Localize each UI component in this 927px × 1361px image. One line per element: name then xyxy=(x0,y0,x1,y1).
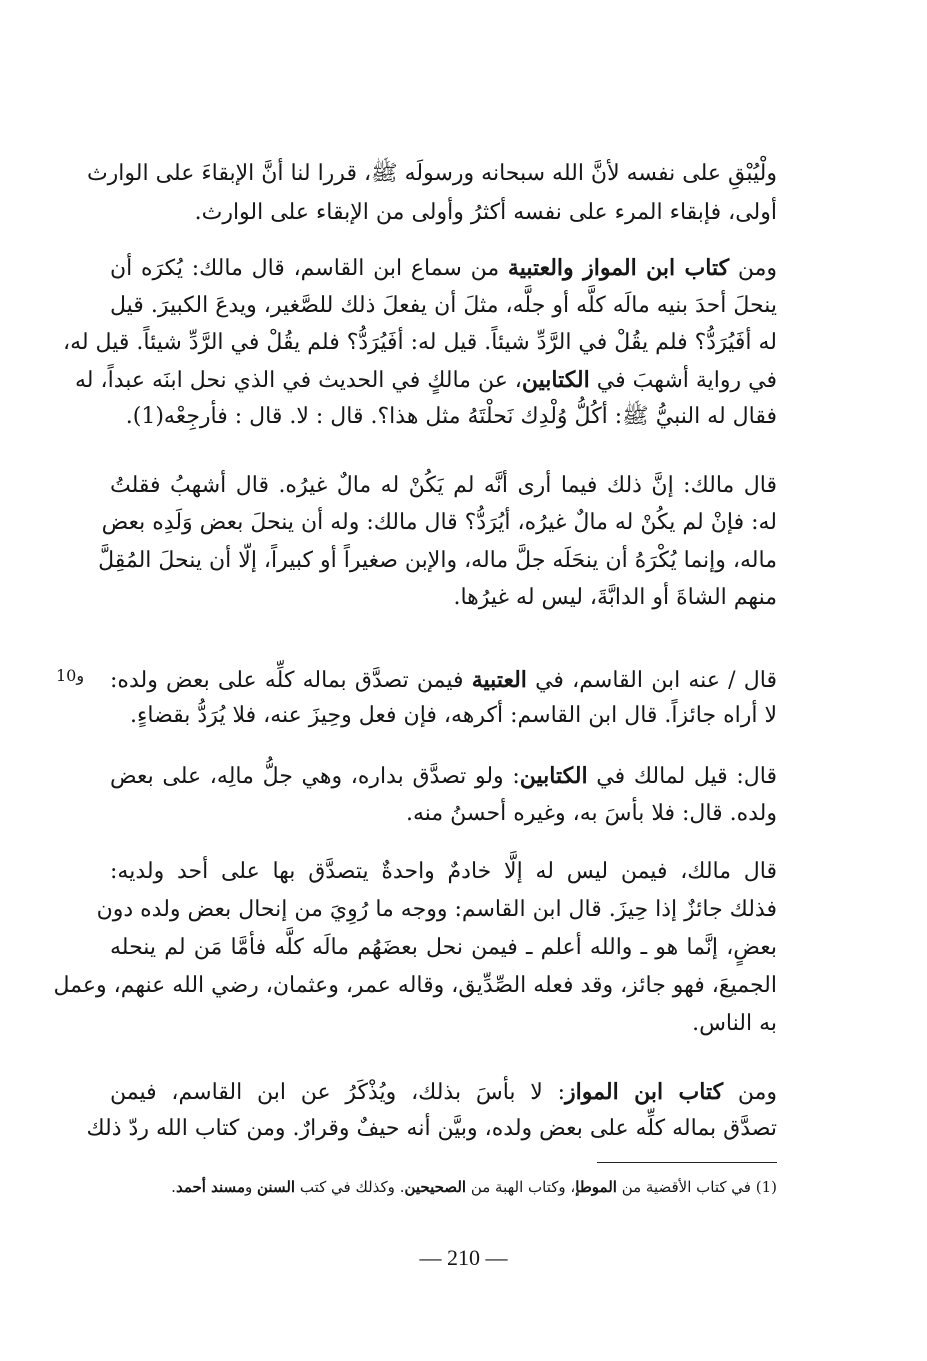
text-run: : لا بأسَ بذلك، ويُذْكَرُ عن ابن القاسم، فيمن xyxy=(110,1080,566,1105)
text-line xyxy=(110,1075,777,1109)
text-line xyxy=(86,157,777,191)
bold-book-title: العتبية xyxy=(471,667,527,693)
text-run: به الناس. xyxy=(692,1011,777,1036)
text-line xyxy=(75,363,777,397)
text-run: ولده. قال: فلا بأسَ به، وغيره أحسنُ منه. xyxy=(405,801,777,826)
footnote xyxy=(110,1174,777,1200)
text-run: في رواية أشهبَ في xyxy=(589,368,777,393)
text-line xyxy=(53,969,777,1003)
text-run: الجميعَ، فهو جائز، وقد فعله الصِّدِّيق، وقاله عمر، وعثمان، رضي الله عنهم، وعمل xyxy=(53,973,777,998)
text-line xyxy=(110,699,777,733)
text-line xyxy=(110,251,777,285)
text-line xyxy=(98,544,777,578)
text-line xyxy=(110,663,777,697)
text-run: ومن xyxy=(723,1080,778,1105)
footnote-text: ، وكتاب الهبة من xyxy=(466,1178,576,1196)
text-run: ومن xyxy=(729,256,777,281)
bold-book-title: الكتابين xyxy=(519,763,588,789)
footnote-source-title: مسند أحمد xyxy=(175,1178,245,1196)
footnote-text: (1) في كتاب الأقضية من xyxy=(616,1178,777,1196)
text-line xyxy=(110,855,777,889)
text-run: فذلك جائزٌ إذا حِيزَ. قال ابن القاسم: ووجه ما رُوِيَ من إنحال بعض ولده دون xyxy=(96,897,777,922)
text-run: له: فإنْ لم يكُنْ له مالٌ غيرُه، أيُرَدُّ؟ قال مالك: وله أن ينحلَ بعض وَلَدِه بعض xyxy=(101,510,777,535)
text-line xyxy=(110,931,777,965)
footnote-source-title: السنن xyxy=(257,1178,296,1196)
footnote-rule xyxy=(597,1162,777,1163)
text-line xyxy=(110,400,777,434)
page-number: — 210 — xyxy=(419,1245,508,1270)
bold-book-title: كتاب ابن المواز xyxy=(565,1079,724,1105)
text-line xyxy=(110,1007,777,1041)
footnote-source-title: الموطإ xyxy=(575,1178,617,1196)
text-line xyxy=(110,759,777,793)
text-run: ماله، وإنما يُكْرَهُ أن ينحَلَه جلَّ ماله، والإبن صغيراً أو كبيراً، إلّا أن ينحلَ المُقِلَّ xyxy=(98,548,777,573)
text-line xyxy=(101,506,777,540)
footnote-text: . وكذلك في كتب xyxy=(295,1178,405,1196)
text-run: : ولو تصدَّق بداره، وهي جلُّ مالِه، على بعض xyxy=(110,764,520,789)
text-line xyxy=(110,581,777,615)
text-run: أولى، فإبقاء المرء على نفسه أكثرُ وأولى من الإبقاء على الوارث. xyxy=(194,200,777,225)
text-run: بعضٍ، إنَّما هو ـ والله أعلم ـ فيمن نحل بعضَهُم مالَه كلَّه فأمَّا مَن لم ينحله xyxy=(110,935,777,960)
text-line xyxy=(86,1112,777,1146)
text-run: قال: قيل لمالك في xyxy=(587,764,777,789)
text-run: ولْيُبْقِ على نفسه لأنَّ الله سبحانه ورسولَه ﷺ، قررا لنا أنَّ الإبقاءَ على الوارث xyxy=(86,161,777,186)
footnote-text: و xyxy=(244,1178,257,1196)
footnote-source-title: الصحيحين xyxy=(404,1178,467,1196)
text-run: قال مالك، فيمن ليس له إلَّا خادمٌ واحدةٌ يتصدَّق بها على أحد ولديه: xyxy=(110,859,777,884)
text-line xyxy=(110,196,777,230)
bold-book-title: كتاب ابن المواز والعتبية xyxy=(507,255,730,281)
text-line xyxy=(110,289,777,323)
text-line xyxy=(110,469,777,503)
bold-book-title: الكتابين xyxy=(521,367,590,393)
text-run: منهم الشاةَ أو الدابَّةَ، ليس له غيرُها. xyxy=(453,585,777,610)
text-run: قال مالك: إنَّ ذلك فيما أرى أنَّه لم يَكُنْ له مالٌ غيرُه. قال أشهبُ فقلتُ xyxy=(110,473,777,498)
text-run: فقال له النبيُّ ﷺ: أكُلُّ وُلْدِك نَحلْتَهُ مثل هذا؟. قال : لا. قال : فأرجِعْه(1). xyxy=(125,404,777,429)
marginal-folio-note: و10 xyxy=(56,666,85,685)
text-run: ، عن مالكٍ في الحديث في الذي نحل ابنَه عبداً، له xyxy=(75,368,522,393)
text-line xyxy=(62,326,777,360)
text-run: فيمن تصدَّق بماله كلِّه على بعض ولده: xyxy=(110,668,472,693)
text-run: تصدَّق بماله كلِّه على بعض ولده، وبيَّن أنه حيفٌ وقرارٌ. ومن كتاب الله ردّ ذلك xyxy=(86,1116,777,1141)
text-run: لا أراه جائزاً. قال ابن القاسم: أكرهه، فإن فعل وحِيزَ عنه، فلا يُرَدُّ بقضاءٍ. xyxy=(130,703,777,728)
footnote-text: . xyxy=(171,1178,176,1196)
text-line xyxy=(110,797,777,831)
text-run: قال / عنه ابن القاسم، في xyxy=(526,668,777,693)
text-run: ينحلَ أحدَ بنيه مالَه كلَّه أو جلَّه، مثلَ أن يفعلَ ذلك للصَّغير، ويدعَ الكبيرَ. قيل xyxy=(110,293,777,318)
text-line xyxy=(96,893,777,927)
text-run: من سماع ابن القاسم، قال مالك: يُكرَه أن xyxy=(110,256,508,281)
text-run: له أفَيُرَدُّ؟ فلم يقُلْ في الرَّدِّ شيئاً. قيل له: أفَيُرَدُّ؟ فلم يقُلْ في الرَّدِّ شيئاً. قيل له، xyxy=(62,330,777,355)
